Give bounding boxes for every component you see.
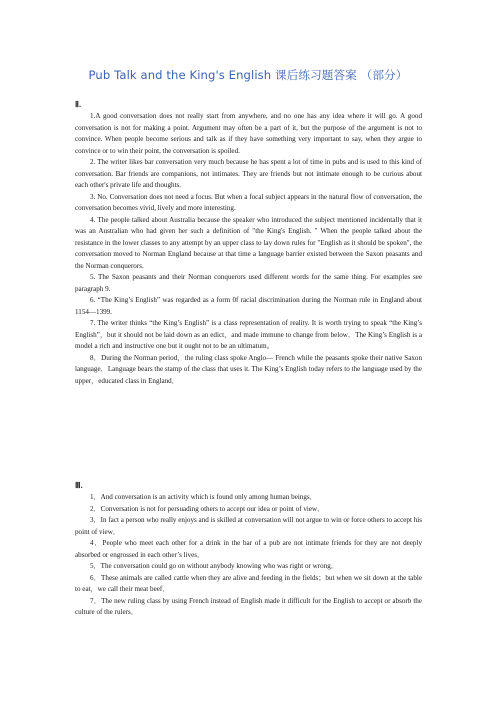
answer-paragraph: 7．The new ruling class by using French instead of English made it difficult for the English to accept or absorb the culture of the rulers． <box>75 596 422 616</box>
section-ii <box>75 99 422 387</box>
answer-paragraph: 3. No. Conversation does not need a focus. But when a focal subject appears in the natural flow of conversation, the conversation becomes vivid, lively and more interesting. <box>75 192 422 212</box>
answer-paragraph: 4．People who meet each other for a drink in the bar of a pub are not intimate friends for they are not deeply absorbed or engrossed in each other’s lives． <box>75 539 422 559</box>
answer-paragraph: 7. The writer thinks “the King’s English” is a class representation of reality. It is worth trying to speak “the King’s English”，but it should not be laid down as an edict，and made immune to change from below．The King’s English is a model a rich and instructive one but it ought not to be an ultimatum。 <box>75 319 422 350</box>
answer-list <box>75 111 422 387</box>
answer-paragraph: 2．Conversation is not for persuading others to accept our idea or point of view． <box>90 504 325 513</box>
section-heading: Ⅲ. <box>75 481 83 490</box>
answer-paragraph: 5．The conversation could go on without anybody knowing who was right or wrong． <box>90 562 338 570</box>
answer-paragraph: 4. The people talked about Australia because the speaker who introduced the subject mentioned incidentally that it was an Australian who had given her such a definition of "the King's English. " When the people talked about the resistance in the lower classes to any attempt by an upper class to lay down rules for "English as it should be spoken", the conversation moved to Norman England because at that time a language barrier existed between the Saxon peasants and the Norman conquerors. <box>75 215 422 270</box>
answer-paragraph: 1.A good conversation does not really start from anywhere, and no one has any idea where it will go. A good conversation is not for making a point. Argument may often be a part of it, but the purpose of the argument is not to convince. When people become serious and talk as if they have something very important to say, when they argue to convince or to win their point, the conversation is spoiled. <box>75 112 422 155</box>
answer-paragraph: 3．In fact a person who really enjoys and is skilled at conversation will not argue to win or force others to accept his point of view． <box>75 516 422 536</box>
answer-paragraph: 2. The writer likes bar conversation very much because he has spent a lot of time in pubs and is used to this kind of conversation. Bar friends are companions, not intimates. They are friends but not intimate enough to be curious about each other's private life and thoughts. <box>75 158 422 189</box>
answer-paragraph: 5. The Saxon peasants and their Norman conquerors used different words for the same thing. For examples see paragraph 9. <box>75 273 422 293</box>
section-iii <box>75 480 422 619</box>
answer-paragraph: 8．During the Norman period，the ruling class spoke Anglo— French while the peasants spoke their native Saxon language．Language bears the stamp of the class that uses it. The King’s English today refers to the language used by the upper，educated class in England． <box>75 353 422 385</box>
answer-paragraph: 1．And conversation is an activity which is found only among human beings． <box>90 493 317 501</box>
document-title: Pub Talk and the King's English 课后练习题答案 （部分） <box>88 68 408 82</box>
answer-list <box>75 492 422 619</box>
section-heading: Ⅱ. <box>75 100 82 109</box>
answer-paragraph: 6．These animals are called cattle when they are alive and feeding in the fields；but when we sit down at the table to eat，we call their meat beef． <box>75 573 422 593</box>
answer-paragraph: 6. “The King’s English” was regarded as a form 0f racial discrimination during the Norman rule in England about 1154—1399. <box>75 296 422 316</box>
